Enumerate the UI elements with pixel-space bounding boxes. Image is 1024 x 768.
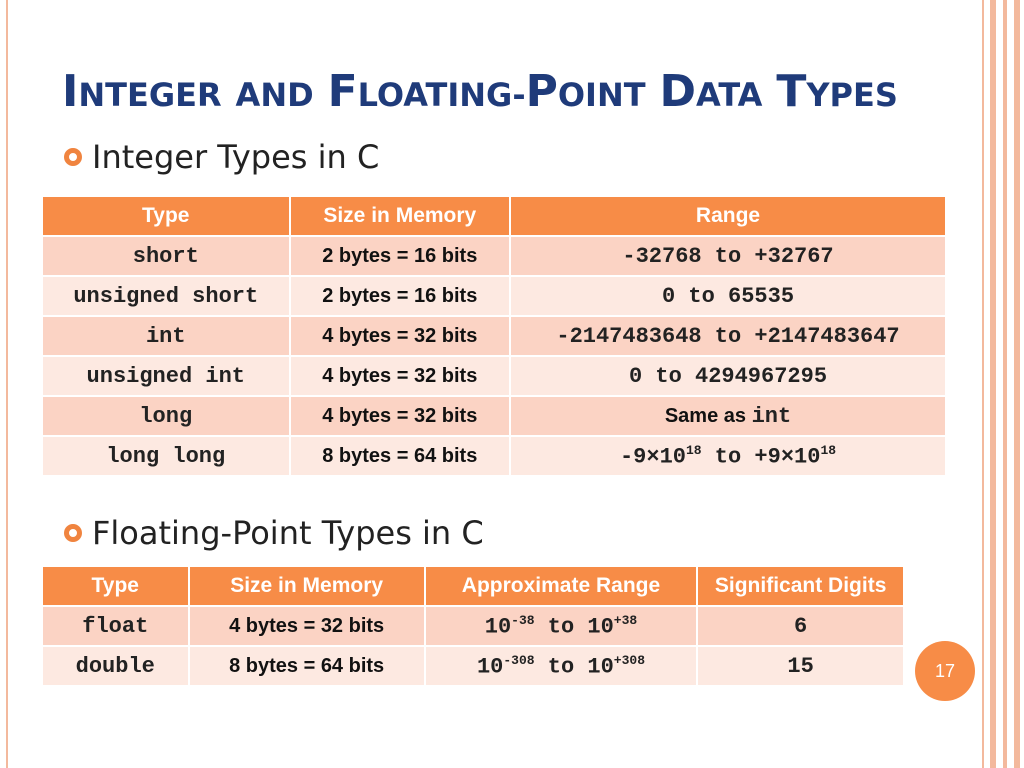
bullet-icon xyxy=(64,148,82,166)
size-cell: 2 bytes = 16 bits xyxy=(291,277,509,315)
col-header-digits: Significant Digits xyxy=(698,567,903,605)
decor-stripe xyxy=(1014,0,1020,768)
type-cell: double xyxy=(43,647,188,685)
range-cell: -2147483648 to +2147483647 xyxy=(511,317,945,355)
range-cell: 0 to 4294967295 xyxy=(511,357,945,395)
range-cell: $10^{-38}$ to $10^{+38}$ xyxy=(426,607,697,645)
col-header-type: Type xyxy=(43,197,289,235)
type-cell: short xyxy=(43,237,289,275)
size-cell: 4 bytes = 32 bits xyxy=(291,317,509,355)
size-cell: 4 bytes = 32 bits xyxy=(190,607,424,645)
table-row xyxy=(43,237,945,275)
bullet-icon xyxy=(64,524,82,542)
size-cell: 2 bytes = 16 bits xyxy=(291,237,509,275)
float-types-bullet xyxy=(64,514,484,552)
digits-cell: 6 xyxy=(698,607,903,645)
type-cell: unsigned short xyxy=(43,277,289,315)
col-header-range: Range xyxy=(511,197,945,235)
table-header-row xyxy=(43,197,945,235)
col-header-size: Size in Memory xyxy=(291,197,509,235)
type-cell: long xyxy=(43,397,289,435)
type-cell: float xyxy=(43,607,188,645)
type-cell: int xyxy=(43,317,289,355)
integer-types-bullet xyxy=(64,138,379,176)
range-cell: $-9\times 10^{18}$ to $+9\times 10^{18}$ xyxy=(511,437,945,475)
table-header-row xyxy=(43,567,903,605)
table-row xyxy=(43,317,945,355)
col-header-size: Size in Memory xyxy=(190,567,424,605)
size-cell: 8 bytes = 64 bits xyxy=(190,647,424,685)
float-types-heading: Floating-Point Types in C xyxy=(92,514,484,552)
table-row xyxy=(43,607,903,645)
digits-cell: 15 xyxy=(698,647,903,685)
range-cell: 0 to 65535 xyxy=(511,277,945,315)
table-row xyxy=(43,397,945,435)
table-row xyxy=(43,357,945,395)
integer-types-heading: Integer Types in C xyxy=(92,138,380,176)
table-row xyxy=(43,437,945,475)
float-types-table xyxy=(41,565,905,687)
range-cell: $10^{-308}$ to $10^{+308}$ xyxy=(426,647,697,685)
range-cell: -32768 to +32767 xyxy=(511,237,945,275)
table-row xyxy=(43,647,903,685)
range-cell: Same as int xyxy=(511,397,945,435)
type-cell: long long xyxy=(43,437,289,475)
decor-stripe xyxy=(990,0,996,768)
page-number-badge: 17 xyxy=(915,641,975,701)
slide-title: INTEGER AND FLOATING-POINT DATA TYPES xyxy=(62,66,898,117)
decor-stripe xyxy=(1003,0,1007,768)
type-cell: unsigned int xyxy=(43,357,289,395)
table-row xyxy=(43,277,945,315)
col-header-type: Type xyxy=(43,567,188,605)
size-cell: 8 bytes = 64 bits xyxy=(291,437,509,475)
col-header-range: Approximate Range xyxy=(426,567,697,605)
size-cell: 4 bytes = 32 bits xyxy=(291,397,509,435)
size-cell: 4 bytes = 32 bits xyxy=(291,357,509,395)
integer-types-table xyxy=(41,195,947,477)
